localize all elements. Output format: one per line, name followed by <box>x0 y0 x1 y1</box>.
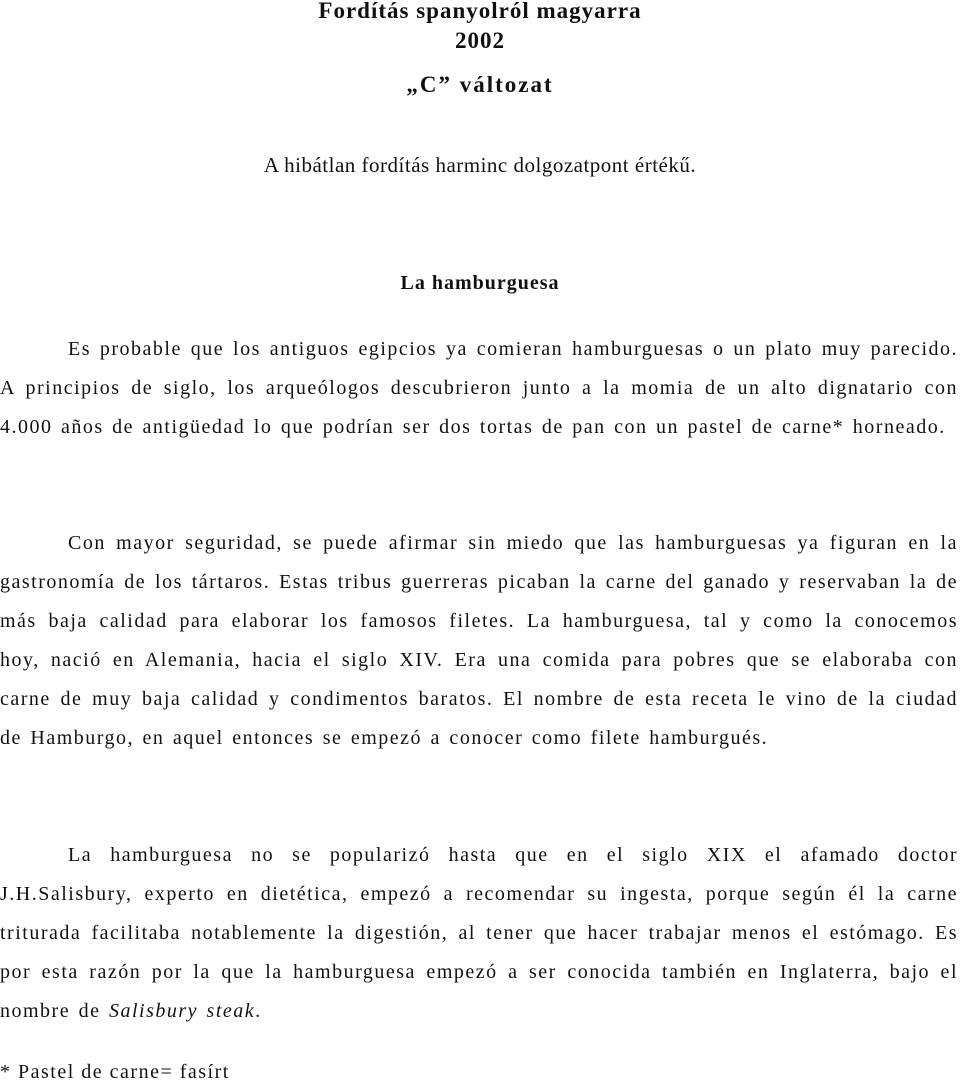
paragraph-3-text: La hamburguesa no se popularizó hasta que en el siglo XIX el afamado doctor J.H.Salisbury, experto en dietética, empezó a recomendar su ingesta, porque según él la carne triturada facilitaba notablemente la digestión, al tener que hacer trabajar menos el estómago. Es por esta razón por la que la hamburguesa empezó a ser conocida también en Inglaterra, bajo el nombre de <box>0 844 958 1022</box>
document-variant: „C” változat <box>406 72 554 97</box>
document-year: 2002 <box>455 28 505 53</box>
scoring-note: A hibátlan fordítás harminc dolgozatpont értékű. <box>263 153 697 177</box>
article-title: La hamburguesa <box>400 272 560 294</box>
paragraph-3-end: . <box>255 1000 262 1022</box>
paragraph-2: Con mayor seguridad, se puede afirmar sin miedo que las hamburguesas ya figuran en la gastronomía de los tártaros. Estas tribus guerreras picaban la carne del ganado y reservaban la de más baja calidad para elaborar los famosos filetes. La hamburguesa, tal y como la conocemos hoy, nació en Alemania, hacia el siglo XIV. Era una comida para pobres que se elaboraba con carne de muy baja calidad y condimentos baratos. El nombre de esta receta le vino de la ciudad de Hamburgo, en aquel entonces se empezó a conocer como filete hamburgués. <box>0 532 958 749</box>
paragraph-1: Es probable que los antiguos egipcios ya comieran hamburguesas o un plato muy parecido. A principios de siglo, los arqueólogos descubrieron junto a la momia de un alto dignatario con 4.000 años de antigüedad lo que podrían ser dos tortas de pan con un pastel de carne* horneado. <box>0 338 958 438</box>
paragraph-3-term: Salisbury steak <box>108 1000 256 1022</box>
document-title: Fordítás spanyolról magyarra <box>318 0 642 23</box>
paragraph-3 <box>0 836 958 1031</box>
footnote: * Pastel de carne= fasírt <box>0 1061 230 1083</box>
